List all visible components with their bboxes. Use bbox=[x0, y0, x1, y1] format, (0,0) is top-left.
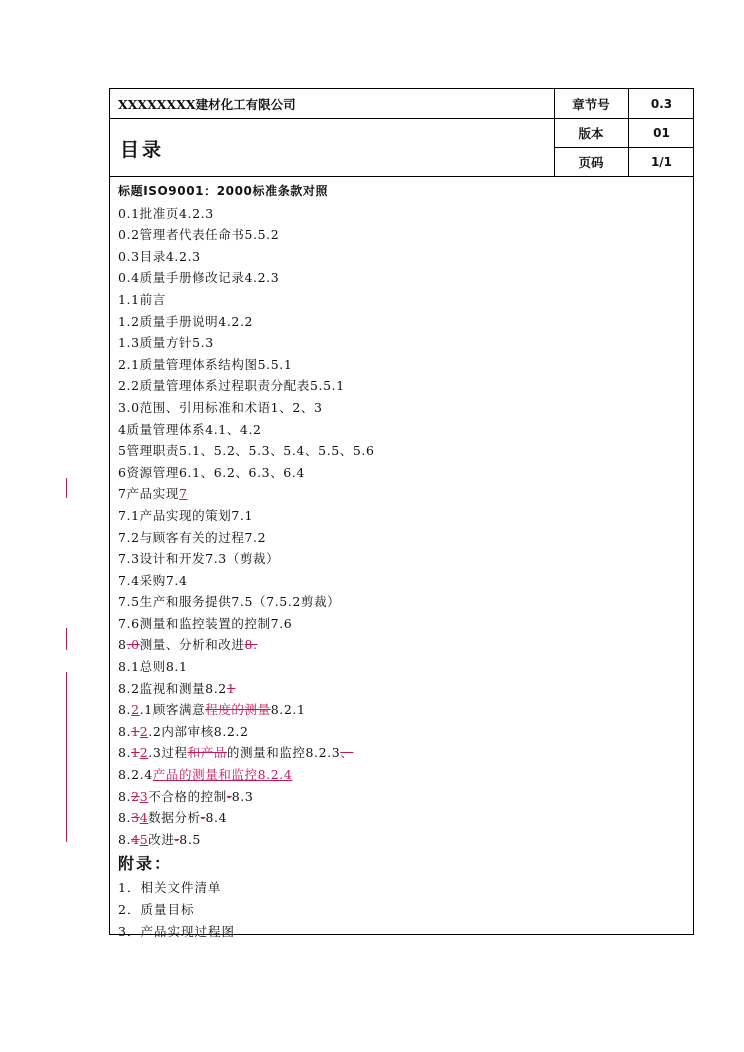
toc-entry bbox=[118, 311, 688, 333]
toc-entry bbox=[118, 527, 688, 549]
entry-text: 6资源管理6.1、6.2、6.3、6.4 bbox=[118, 464, 305, 480]
deleted-text: 和产品 bbox=[187, 745, 227, 761]
entry-text: .3过程 bbox=[148, 745, 188, 761]
entry-text: 7.1产品实现的策划7.1 bbox=[118, 507, 254, 523]
entry-text: 5管理职责5.1、5.2、5.3、5.4、5.5、5.6 bbox=[118, 443, 375, 459]
entry-text: 8 bbox=[118, 637, 127, 653]
entry-text: 7.3设计和开发7.3（剪裁） bbox=[118, 551, 280, 567]
deleted-text: 4 bbox=[131, 831, 140, 847]
toc-entry bbox=[118, 742, 688, 764]
entry-text: 改进 bbox=[148, 831, 175, 847]
inserted-text: 3 bbox=[139, 788, 149, 804]
entry-text: 7.2与顾客有关的过程7.2 bbox=[118, 529, 267, 545]
deleted-text: 程度的测量 bbox=[205, 702, 271, 718]
toc-entry bbox=[118, 807, 688, 829]
toc-entry bbox=[118, 678, 688, 700]
divider bbox=[110, 118, 693, 119]
entry-text: 7.6测量和监控装置的控制7.6 bbox=[118, 615, 293, 631]
entry-text: 不合格的控制 bbox=[148, 788, 227, 804]
divider bbox=[554, 89, 555, 177]
entry-text: 1.1前言 bbox=[118, 291, 166, 307]
entry-text: 1.3质量方针5.3 bbox=[118, 335, 214, 351]
toc-heading: 标题ISO9001：2000标准条款对照 bbox=[118, 184, 329, 198]
entry-text: 8.1总则8.1 bbox=[118, 659, 188, 675]
inserted-text: 2 bbox=[139, 723, 149, 739]
toc-entry bbox=[118, 419, 688, 441]
deleted-text: 2 bbox=[131, 788, 140, 804]
entry-text: 数据分析 bbox=[148, 810, 201, 826]
chapter-label: 章节号 bbox=[572, 96, 610, 112]
inserted-text: 4 bbox=[139, 810, 149, 826]
toc-entry bbox=[118, 354, 688, 376]
toc-entry bbox=[118, 224, 688, 246]
entry-text: 3.0范围、引用标准和术语1、2、3 bbox=[118, 399, 323, 415]
entry-text: 8. bbox=[118, 831, 132, 847]
entry-text: 7.5生产和服务提供7.5（7.5.2剪裁） bbox=[118, 594, 341, 610]
toc-entry bbox=[118, 440, 688, 462]
inserted-text: 产品的测量和监控8.2.4 bbox=[152, 767, 293, 783]
entry-text: 0.4质量手册修改记录4.2.3 bbox=[118, 270, 280, 286]
toc-entry bbox=[118, 332, 688, 354]
toc-entry bbox=[118, 246, 688, 268]
entry-text: 0.1批准页4.2.3 bbox=[118, 205, 214, 221]
deleted-text: - bbox=[200, 810, 206, 826]
toc-entry bbox=[118, 203, 688, 225]
entry-text: 0.2管理者代表任命书5.5.2 bbox=[118, 227, 280, 243]
toc-entry bbox=[118, 548, 688, 570]
toc-entry bbox=[118, 613, 688, 635]
toc-entry bbox=[118, 634, 688, 656]
appendix-item: 1．相关文件清单 bbox=[118, 880, 222, 896]
appendix-title: 附录： bbox=[118, 854, 173, 874]
entry-text: 8. bbox=[118, 810, 132, 826]
toc-entry bbox=[118, 786, 688, 808]
entry-text: 8. bbox=[118, 723, 132, 739]
toc-entry bbox=[118, 483, 688, 505]
document-table bbox=[109, 88, 694, 939]
page-number-value: 1/1 bbox=[650, 154, 673, 169]
deleted-text: 8. bbox=[244, 637, 258, 653]
document-header bbox=[110, 89, 693, 177]
toc-entry bbox=[118, 764, 688, 786]
entry-text: 1.2质量手册说明4.2.2 bbox=[118, 313, 254, 329]
toc-entry bbox=[118, 505, 688, 527]
entry-text: .1顾客满意 bbox=[139, 702, 206, 718]
toc-entry bbox=[118, 289, 688, 311]
version-value: 01 bbox=[653, 125, 670, 140]
chapter-value: 0.3 bbox=[650, 96, 673, 111]
appendix-item: 2．质量目标 bbox=[118, 902, 195, 917]
appendix-list bbox=[118, 877, 688, 942]
entry-text: 的测量和监控8.2.3 bbox=[226, 745, 341, 761]
divider bbox=[110, 176, 693, 177]
entry-text: 8.2.4 bbox=[118, 767, 153, 783]
toc-entry bbox=[118, 462, 688, 484]
document-body bbox=[118, 181, 688, 942]
entry-text: 8.3 bbox=[231, 788, 254, 804]
inserted-text: 7 bbox=[178, 486, 188, 502]
inserted-text: 5 bbox=[139, 831, 149, 847]
toc-entry bbox=[118, 375, 688, 397]
toc-entry bbox=[118, 591, 688, 613]
deleted-text: - bbox=[226, 788, 232, 804]
revision-bar bbox=[66, 672, 67, 842]
toc-entry bbox=[118, 699, 688, 721]
entry-text: 8.2.1 bbox=[270, 702, 306, 718]
deleted-text: - bbox=[174, 831, 180, 847]
deleted-text: 1 bbox=[226, 680, 236, 696]
inserted-text: 2 bbox=[139, 745, 149, 761]
entry-text: 8. bbox=[118, 788, 132, 804]
deleted-text: 1 bbox=[131, 723, 140, 739]
revision-bar bbox=[66, 628, 67, 650]
appendix-item: 3．产品实现过程图 bbox=[118, 923, 235, 939]
page-title: 目录 bbox=[120, 138, 165, 161]
entry-text: 0.3目录4.2.3 bbox=[118, 248, 201, 264]
entry-text: 测量、分析和改进 bbox=[139, 637, 245, 653]
page-number-label: 页码 bbox=[578, 154, 604, 170]
entry-text: 8.5 bbox=[179, 831, 201, 847]
entry-text: 7.4采购7.4 bbox=[118, 572, 188, 588]
divider bbox=[628, 89, 629, 177]
entry-text: .2内部审核8.2.2 bbox=[148, 723, 249, 739]
toc-list bbox=[118, 203, 688, 851]
inserted-text: 2 bbox=[131, 702, 140, 718]
deleted-text: 3 bbox=[131, 810, 140, 826]
company-name: XXXXXXXX建材化工有限公司 bbox=[118, 96, 296, 112]
entry-text: 8. bbox=[118, 702, 132, 718]
toc-entry bbox=[118, 829, 688, 851]
toc-entry bbox=[118, 397, 688, 419]
revision-bar bbox=[66, 478, 67, 498]
toc-entry bbox=[118, 570, 688, 592]
deleted-text: 1 bbox=[131, 745, 140, 761]
deleted-text: .0 bbox=[126, 637, 140, 653]
toc-entry bbox=[118, 267, 688, 289]
entry-text: 8.4 bbox=[205, 810, 228, 826]
divider bbox=[554, 147, 693, 148]
entry-text: 7产品实现 bbox=[118, 486, 179, 502]
entry-text: 8.2监视和测量8.2 bbox=[118, 680, 227, 696]
deleted-text: 、 bbox=[340, 745, 354, 761]
entry-text: 2.2质量管理体系过程职责分配表5.5.1 bbox=[118, 378, 345, 394]
entry-text: 2.1质量管理体系结构图5.5.1 bbox=[118, 356, 293, 372]
entry-text: 4质量管理体系4.1、4.2 bbox=[118, 421, 262, 437]
entry-text: 8. bbox=[118, 745, 132, 761]
toc-entry bbox=[118, 656, 688, 678]
toc-entry bbox=[118, 721, 688, 743]
version-label: 版本 bbox=[578, 125, 604, 141]
